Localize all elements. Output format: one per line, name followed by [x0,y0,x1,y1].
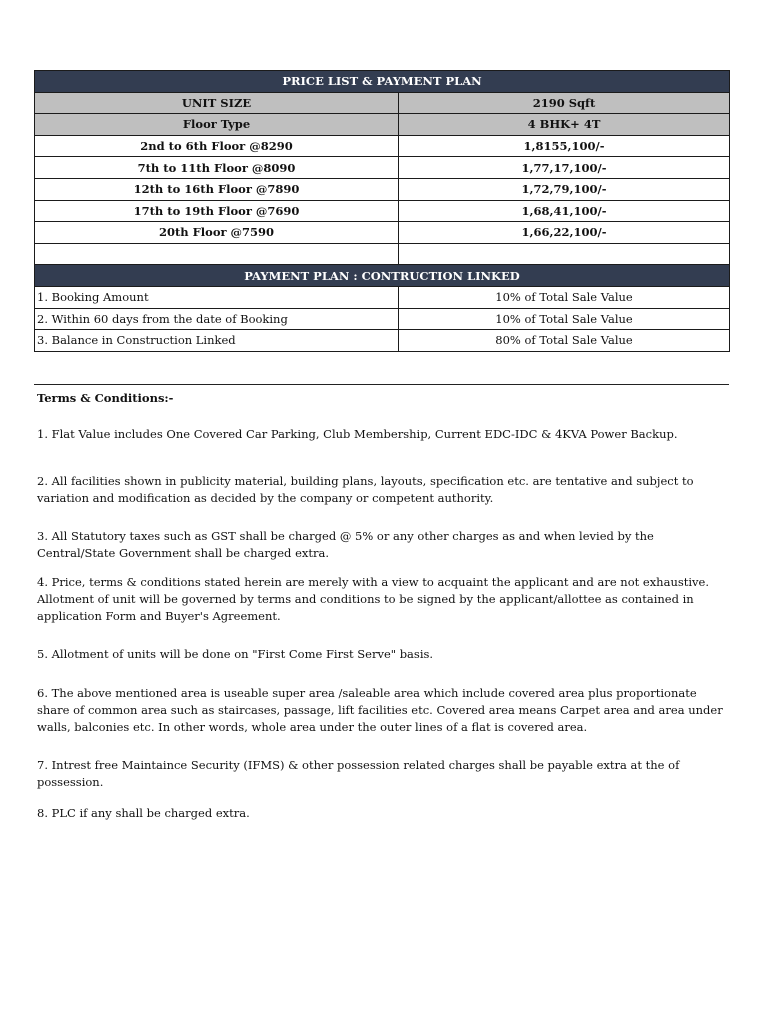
payment-stage: 3. Balance in Construction Linked [35,330,399,352]
terms-item: 7. Intrest free Maintaince Security (IFMS) & other possession related charges shall be payable extra at the of possession. [37,758,680,789]
terms-item: 4. Price, terms & conditions stated herein are merely with a view to acquaint the applicant and are not exhaustive. Allotment of unit will be governed by terms and conditions to be signed by the applicant/allottee as contained in application Form and Buyer's Agreement. [37,575,710,623]
payment-amount: 10% of Total Sale Value [399,286,730,308]
floor-price: 1,77,17,100/- [399,157,730,179]
table-row [35,178,730,200]
payment-plan-title-row [35,265,730,287]
section-divider [34,384,729,385]
empty-row [35,243,730,265]
terms-title: Terms & Conditions:- [37,391,174,405]
empty-cell [35,243,399,265]
table-row [35,286,730,308]
terms-item: 5. Allotment of units will be done on "First Come First Serve" basis. [37,647,434,661]
floor-type-value: 4 BHK+ 4T [399,114,730,136]
empty-cell [399,243,730,265]
floor-price: 1,66,22,100/- [399,222,730,244]
payment-stage: 1. Booking Amount [35,286,399,308]
table-title-row [35,71,730,93]
price-list-table [34,70,730,352]
floor-price: 1,68,41,100/- [399,200,730,222]
table-row [35,222,730,244]
table-row [35,330,730,352]
table-row [35,135,730,157]
floor-price: 1,8155,100/- [399,135,730,157]
payment-amount: 10% of Total Sale Value [399,308,730,330]
floor-range: 12th to 16th Floor @7890 [35,178,399,200]
floor-type-row [35,114,730,136]
terms-item: 8. PLC if any shall be charged extra. [37,806,250,820]
table-row [35,308,730,330]
table-title: PRICE LIST & PAYMENT PLAN [35,71,730,93]
terms-item: 6. The above mentioned area is useable super area /saleable area which include covered area plus proportionate share of common area such as staircases, passage, lift facilities etc. Covered area means Carpet area and area under walls, balconies etc. In other words, whole area under the outer lines of a flat is covered area. [37,686,723,734]
floor-range: 17th to 19th Floor @7690 [35,200,399,222]
terms-item: 1. Flat Value includes One Covered Car Parking, Club Membership, Current EDC-IDC & 4KVA Power Backup. [37,427,678,441]
floor-price: 1,72,79,100/- [399,178,730,200]
unit-size-label: UNIT SIZE [35,92,399,114]
floor-range: 7th to 11th Floor @8090 [35,157,399,179]
payment-stage: 2. Within 60 days from the date of Booking [35,308,399,330]
unit-size-row [35,92,730,114]
floor-type-label: Floor Type [35,114,399,136]
price-list-sheet [34,70,729,352]
floor-range: 20th Floor @7590 [35,222,399,244]
unit-size-value: 2190 Sqft [399,92,730,114]
terms-item: 2. All facilities shown in publicity material, building plans, layouts, specification etc. are tentative and subject to variation and modification as decided by the company or competent authority. [37,474,694,505]
payment-plan-title: PAYMENT PLAN : CONTRUCTION LINKED [35,265,730,287]
table-row [35,200,730,222]
table-row [35,157,730,179]
payment-amount: 80% of Total Sale Value [399,330,730,352]
terms-item: 3. All Statutory taxes such as GST shall be charged @ 5% or any other charges as and when levied by the Central/State Government shall be charged extra. [37,529,654,560]
floor-range: 2nd to 6th Floor @8290 [35,135,399,157]
